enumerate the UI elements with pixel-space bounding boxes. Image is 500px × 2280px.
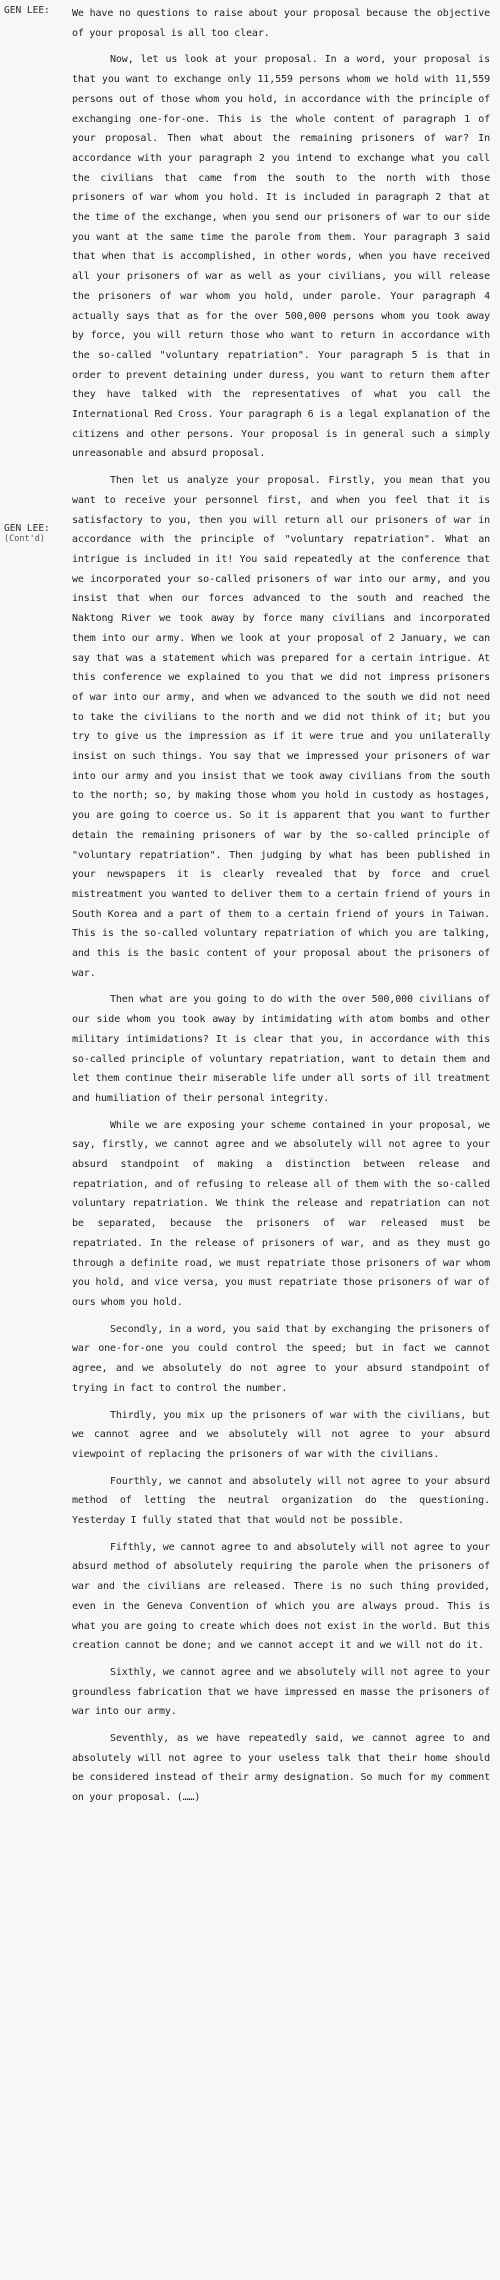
speaker-label-continued [4, 523, 50, 545]
continued-marker: (Cont'd) [4, 534, 45, 544]
paragraph: Sixthly, we cannot agree and we absolutely will not agree to your groundless fabrication that we have impressed en masse the prisoners of war into our army. [72, 1666, 490, 1718]
speaker-name: GEN LEE: [4, 5, 50, 16]
speaker-label [4, 5, 50, 16]
paragraph: Seventhly, as we have repeatedly said, we cannot agree to and absolutely will not agree to your useless talk that their home should be considered instead of their army designation. So much for my comment on your proposal. (……) [72, 1733, 490, 1804]
paragraph: Now, let us look at your proposal. In a word, your proposal is that you want to exchange only 11,559 persons whom we hold with 11,559 persons out of those whom you hold, in accordance with the principle of exchanging one-for-one. This is the whole content of paragraph 1 of your proposal. Then what about the remaining prisoners of war? In accordance with your paragraph 2 you intend to exchange what you call the civilians that came from the south to the north with those prisoners of war whom you hold. It is included in paragraph 2 that at the time of the exchange, when you send our prisoners of war to our side you want at the same time the parole from them. Your paragraph 3 said that when that is accomplished, in other words, when you have received all your prisoners of war as well as your civilians, you will release the prisoners of war whom you hold, under parole. Your paragraph 4 actually says that as for the over 500,000 persons whom you took away by force, you will return those who want to return in accordance with the so-called "voluntary repatriation". Your paragraph 5 is that in order to prevent detaining under duress, you want to return them after they have talked with the representatives of what you call the International Red Cross. Your paragraph 6 is a legal explanation of the citizens and other persons. Your proposal is in general such a simply unreasonable and absurd proposal. [72, 54, 490, 460]
transcript-body [72, 4, 490, 1815]
paragraph: While we are exposing your scheme contained in your proposal, we say, firstly, we cannot agree and we absolutely will not agree to your absurd standpoint of making a distinction between release and repatriation, and of refusing to release all of them with the so-called voluntary repatriation. We think the release and repatriation can not be separated, because the prisoners of war released must be repatriated. In the release of prisoners of war, and as they must go through a definite road, we must repatriate those prisoners of war whom you hold, and vice versa, you must repatriate those prisoners of war of ours whom you hold. [72, 1119, 490, 1308]
speaker-name: GEN LEE: [4, 523, 50, 534]
paragraph: Then let us analyze your proposal. Firstly, you mean that you want to receive your personnel first, and when you feel that it is satisfactory to you, then you will return all our prisoners of war in accordance with the principle of "voluntary repatriation". What an intrigue is included in it! You said repeatedly at the conference that we incorporated your so-called prisoners of war into our army, and you insist that when our forces advanced to the south and reached the Naktong River we took away by force many civilians and incorporated them into our army. When we look at your proposal of 2 January, we can say that was a statement which was prepared for a certain intrigue. At this conference we explained to you that we did not impress prisoners of war into our army, and when we advanced to the south we did not need to take the civilians to the north and we did not think of it; but you try to give us the impression as if it were true and you unilaterally insist on such things. You say that we impressed your prisoners of war into our army and you insist that we took away civilians from the south to the north; so, by making those whom you hold in custody as hostages, you are going to coerce us. So it is apparent that you want to further detain the remaining prisoners of war by the so-called principle of "voluntary repatriation". Then judging by what has been published in your newspapers it is clearly revealed that by force and cruel mistreatment you wanted to deliver them to a certain friend of yours in South Korea and a part of them to a certain friend of yours in Taiwan. This is the so-called voluntary repatriation of which you are talking, and this is the basic content of your proposal about the prisoners of war. [72, 475, 490, 979]
paragraph: Thirdly, you mix up the prisoners of war with the civilians, but we cannot agree and we absolutely will not agree to your absurd viewpoint of replacing the prisoners of war with the civilians. [72, 1409, 490, 1460]
paragraph: Secondly, in a word, you said that by exchanging the prisoners of war one-for-one you could control the speed; but in fact we cannot agree, and we absolutely do not agree to your absurd standpoint of trying in fact to control the number. [72, 1323, 490, 1394]
paragraph: Then what are you going to do with the over 500,000 civilians of our side whom you took away by intimidating with atom bombs and other military intimidations? It is clear that you, in accordance with this so-called principle of voluntary repatriation, want to detain them and let them continue their miserable life under all sorts of ill treatment and humiliation of their personal integrity. [72, 994, 490, 1104]
paragraph: Fifthly, we cannot agree to and absolutely will not agree to your absurd method of absolutely requiring the parole when the prisoners of war and the civilians are released. There is no such thing provided, even in the Geneva Convention of which you are always proud. This is what you are going to create which does not exist in the world. But this creation cannot be done; and we cannot accept it and we will not do it. [72, 1541, 490, 1652]
paragraph: Fourthly, we cannot and absolutely will not agree to your absurd method of letting the neutral organization do the questioning. Yesterday I fully stated that that would not be possible. [72, 1475, 490, 1527]
paragraph: We have no questions to raise about your proposal because the objective of your proposal is all too clear. [72, 8, 490, 39]
